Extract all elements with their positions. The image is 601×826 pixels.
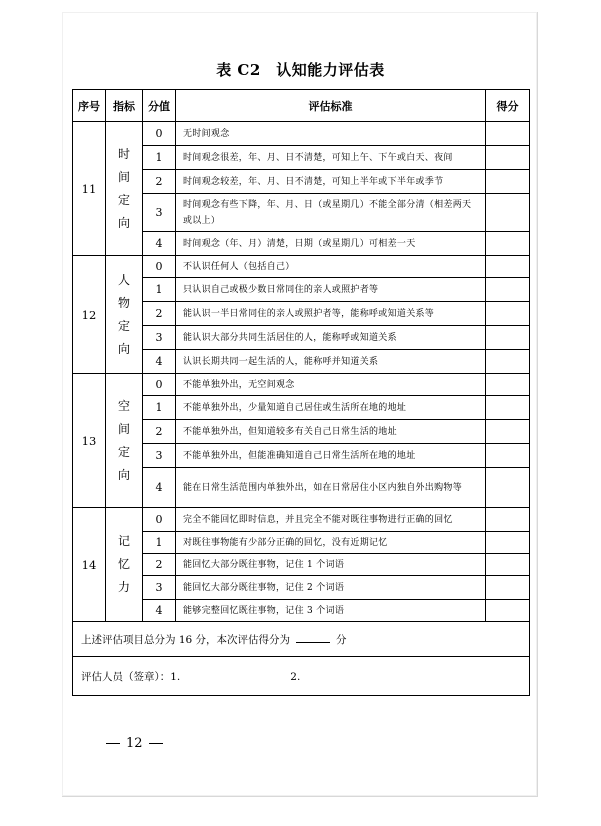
indicator-char: 间 (117, 169, 130, 184)
signature-second: 2. (290, 670, 301, 683)
table-row (73, 256, 530, 278)
summary-text: 上述评估项目总分为 16 分，本次评估得分为 (81, 633, 291, 646)
criteria-cell: 不能单独外出，少量知道自己居住或生活所在地的地址 (176, 396, 486, 420)
indicator-char: 力 (117, 580, 130, 594)
header-seq: 序号 (73, 90, 106, 122)
indicator-char: 忆 (117, 557, 130, 571)
header-indicator: 指标 (106, 90, 143, 122)
result-cell[interactable] (486, 420, 530, 444)
indicator-char: 定 (117, 192, 130, 207)
indicator-cell (106, 122, 143, 256)
header-row (73, 90, 530, 122)
score-cell: 1 (143, 278, 176, 302)
criteria-cell: 时间观念（年、月）清楚，日期（或星期几）可相差一天 (176, 232, 486, 256)
score-cell: 1 (143, 396, 176, 420)
result-cell[interactable] (486, 444, 530, 468)
indicator-char: 时 (117, 146, 130, 161)
table-title: 表 C2 认知能力评估表 (216, 61, 385, 79)
criteria-cell: 能回忆大部分既往事物，记住 1 个词语 (176, 554, 486, 576)
signature-label: 评估人员（签章）：1. (81, 670, 181, 683)
score-cell: 3 (143, 576, 176, 600)
summary-row (73, 622, 530, 657)
table-body (73, 122, 530, 622)
score-cell: 1 (143, 532, 176, 554)
indicator-char: 人 (117, 272, 130, 287)
result-cell[interactable] (486, 350, 530, 374)
indicator-char: 向 (117, 467, 130, 482)
criteria-cell: 认识长期共同一起生活的人，能称呼并知道关系 (176, 350, 486, 374)
signature-cell (73, 657, 530, 696)
criteria-cell: 不认识任何人（包括自己） (176, 256, 486, 278)
indicator-char: 空 (117, 398, 130, 413)
result-cell[interactable] (486, 194, 530, 232)
score-cell: 4 (143, 600, 176, 622)
page-dash-right (149, 743, 163, 744)
result-cell[interactable] (486, 302, 530, 326)
score-cell: 1 (143, 146, 176, 170)
indicator-char: 间 (117, 421, 130, 436)
criteria-cell: 能认识大部分共同生活居住的人，能称呼或知道关系 (176, 326, 486, 350)
indicator-char: 定 (117, 318, 130, 333)
summary-unit: 分 (336, 633, 347, 646)
indicator-cell (106, 256, 143, 374)
result-cell[interactable] (486, 170, 530, 194)
score-cell: 0 (143, 256, 176, 278)
criteria-cell: 不能单独外出，但知道较多有关自己日常生活的地址 (176, 420, 486, 444)
table-row (73, 374, 530, 396)
table-row (73, 122, 530, 146)
score-cell: 2 (143, 420, 176, 444)
result-cell[interactable] (486, 146, 530, 170)
result-cell[interactable] (486, 122, 530, 146)
result-cell[interactable] (486, 600, 530, 622)
result-cell[interactable] (486, 532, 530, 554)
result-cell[interactable] (486, 508, 530, 532)
seq-cell: 14 (73, 508, 106, 622)
page-dash-left (106, 743, 120, 744)
header-criteria: 评估标准 (176, 90, 486, 122)
indicator-cell (106, 374, 143, 508)
score-cell: 0 (143, 122, 176, 146)
result-cell[interactable] (486, 554, 530, 576)
criteria-cell: 对既往事物能有少部分正确的回忆，没有近期记忆 (176, 532, 486, 554)
result-cell[interactable] (486, 256, 530, 278)
criteria-cell: 能够完整回忆既往事物，记住 3 个词语 (176, 600, 486, 622)
indicator-char: 向 (117, 215, 130, 230)
score-cell: 3 (143, 326, 176, 350)
page-number-text: 12 (126, 736, 143, 751)
criteria-cell: 只认识自己或极少数日常同住的亲人或照护者等 (176, 278, 486, 302)
criteria-cell: 能回忆大部分既往事物，记住 2 个词语 (176, 576, 486, 600)
result-cell[interactable] (486, 278, 530, 302)
header-result: 得分 (486, 90, 530, 122)
score-cell: 4 (143, 350, 176, 374)
table-row (73, 508, 530, 532)
criteria-cell: 不能单独外出，无空间观念 (176, 374, 486, 396)
result-cell[interactable] (486, 396, 530, 420)
seq-cell: 11 (73, 122, 106, 256)
criteria-cell: 时间观念较差，年、月、日不清楚，可知上半年或下半年或季节 (176, 170, 486, 194)
result-cell[interactable] (486, 468, 530, 508)
score-cell: 2 (143, 554, 176, 576)
criteria-cell: 不能单独外出，但能准确知道自己日常生活所在地的地址 (176, 444, 486, 468)
criteria-cell: 能认识一半日常同住的亲人或照护者等，能称呼或知道关系等 (176, 302, 486, 326)
score-cell: 4 (143, 232, 176, 256)
indicator-char: 定 (117, 444, 130, 459)
result-cell[interactable] (486, 374, 530, 396)
score-cell: 0 (143, 374, 176, 396)
score-cell: 0 (143, 508, 176, 532)
score-cell: 3 (143, 194, 176, 232)
indicator-cell (106, 508, 143, 622)
seq-cell: 13 (73, 374, 106, 508)
indicator-char: 记 (117, 534, 130, 548)
criteria-cell: 时间观念很差，年、月、日不清楚，可知上午、下午或白天、夜间 (176, 146, 486, 170)
criteria-cell: 完全不能回忆即时信息，并且完全不能对既往事物进行正确的回忆 (176, 508, 486, 532)
cognitive-assessment-table (72, 89, 530, 696)
score-cell: 4 (143, 468, 176, 508)
total-score-blank[interactable] (296, 632, 330, 643)
indicator-char: 物 (117, 295, 130, 310)
result-cell[interactable] (486, 576, 530, 600)
criteria-cell: 时间观念有些下降，年、月、日（或星期几）不能全部分清（相差两天或以上） (176, 194, 486, 232)
seq-cell: 12 (73, 256, 106, 374)
signature-row (73, 657, 530, 696)
header-score: 分值 (143, 90, 176, 122)
indicator-char: 向 (117, 341, 130, 356)
criteria-cell: 能在日常生活范围内单独外出，如在日常居住小区内独自外出购物等 (176, 468, 486, 508)
result-cell[interactable] (486, 326, 530, 350)
score-cell: 2 (143, 170, 176, 194)
criteria-cell: 无时间观念 (176, 122, 486, 146)
summary-cell (73, 622, 530, 657)
result-cell[interactable] (486, 232, 530, 256)
score-cell: 2 (143, 302, 176, 326)
score-cell: 3 (143, 444, 176, 468)
page-number (100, 736, 169, 751)
